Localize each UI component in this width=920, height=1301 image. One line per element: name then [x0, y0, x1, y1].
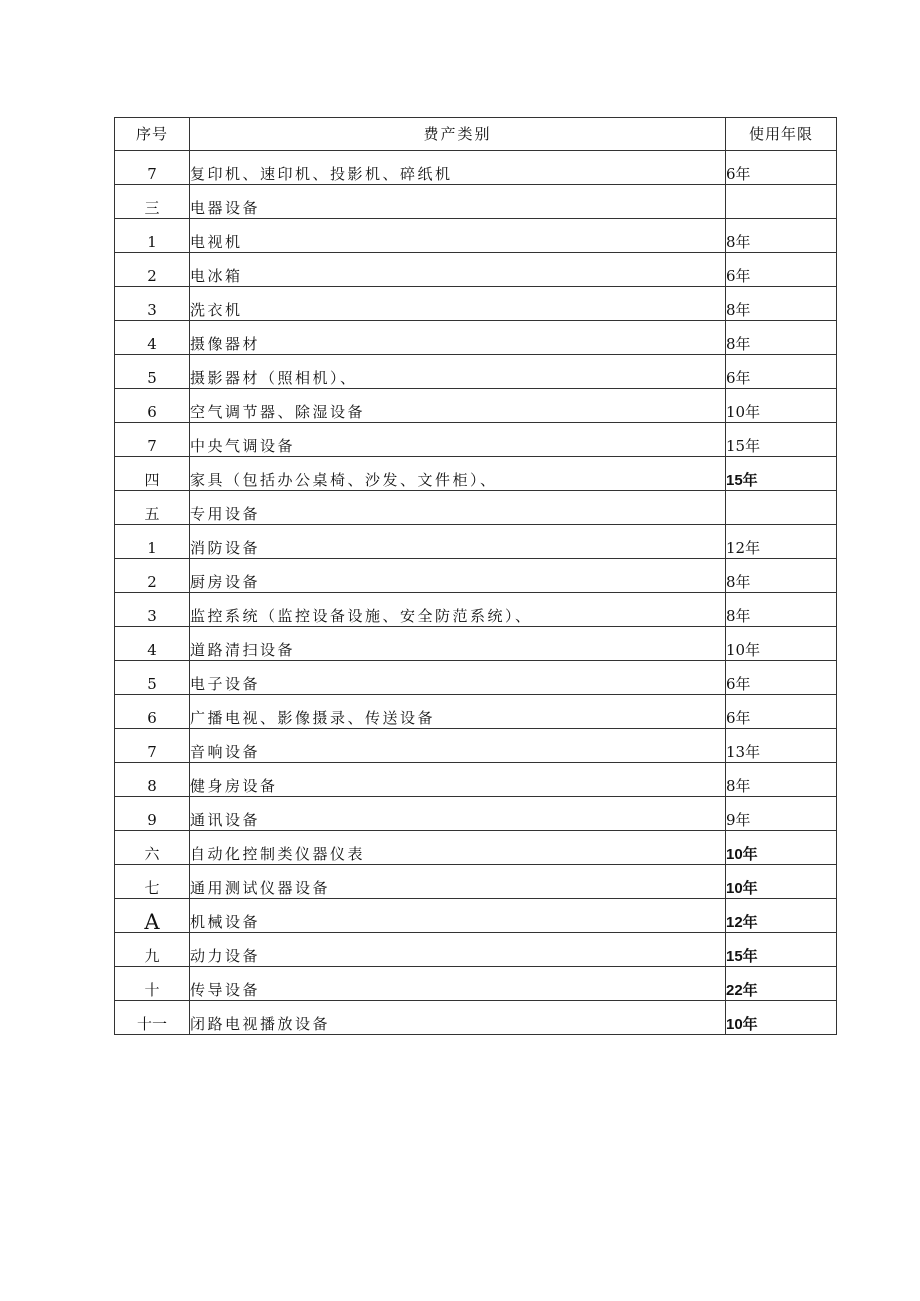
- table-row: [115, 899, 837, 933]
- table-row: [115, 151, 837, 185]
- row-category: 健身房设备: [190, 763, 726, 797]
- table-row: [115, 559, 837, 593]
- row-no: 四: [115, 457, 190, 491]
- row-life: 8年: [726, 559, 837, 593]
- table-row: [115, 457, 837, 491]
- row-category: 闭路电视播放设备: [190, 1001, 726, 1035]
- row-life: 10年: [726, 1001, 837, 1035]
- row-category: 电视机: [190, 219, 726, 253]
- row-category: 复印机、速印机、投影机、碎纸机: [190, 151, 726, 185]
- row-life: 12年: [726, 899, 837, 933]
- row-no: 7: [115, 423, 190, 457]
- row-category: 洗衣机: [190, 287, 726, 321]
- row-category: 电子设备: [190, 661, 726, 695]
- table-row: [115, 695, 837, 729]
- row-life: 9年: [726, 797, 837, 831]
- row-category: 摄像器材: [190, 321, 726, 355]
- table-row: [115, 933, 837, 967]
- asset-lifespan-table: [114, 117, 837, 1035]
- row-life: 8年: [726, 321, 837, 355]
- table-row: [115, 729, 837, 763]
- row-no: 2: [115, 559, 190, 593]
- row-no: 3: [115, 593, 190, 627]
- row-life: 10年: [726, 389, 837, 423]
- row-life: 15年: [726, 933, 837, 967]
- row-no: 六: [115, 831, 190, 865]
- header-no: 序号: [115, 118, 190, 151]
- row-life: 10年: [726, 865, 837, 899]
- row-life: 10年: [726, 831, 837, 865]
- row-category: 监控系统（监控设备设施、安全防范系统）、: [190, 593, 726, 627]
- row-category: 广播电视、影像摄录、传送设备: [190, 695, 726, 729]
- row-category: 动力设备: [190, 933, 726, 967]
- row-no: 6: [115, 695, 190, 729]
- table-row: [115, 423, 837, 457]
- table-row: [115, 287, 837, 321]
- row-life: 8年: [726, 287, 837, 321]
- row-life: 15年: [726, 457, 837, 491]
- row-life: 13年: [726, 729, 837, 763]
- row-category: 厨房设备: [190, 559, 726, 593]
- row-life: [726, 491, 837, 525]
- table-row: [115, 253, 837, 287]
- row-life: 8年: [726, 219, 837, 253]
- row-category: 电冰箱: [190, 253, 726, 287]
- row-life: 6年: [726, 661, 837, 695]
- row-category: 自动化控制类仪器仪表: [190, 831, 726, 865]
- table-row: [115, 627, 837, 661]
- table-row: [115, 967, 837, 1001]
- row-no: 3: [115, 287, 190, 321]
- row-category: 道路清扫设备: [190, 627, 726, 661]
- row-category: 专用设备: [190, 491, 726, 525]
- row-no: 1: [115, 219, 190, 253]
- table-row: [115, 491, 837, 525]
- table-row: [115, 185, 837, 219]
- row-category: 消防设备: [190, 525, 726, 559]
- row-category: 摄影器材（照相机）、: [190, 355, 726, 389]
- row-category: 传导设备: [190, 967, 726, 1001]
- table-row: [115, 831, 837, 865]
- row-no: 7: [115, 729, 190, 763]
- row-no: 十一: [115, 1001, 190, 1035]
- header-category: 费产类别: [190, 118, 726, 151]
- row-life: 10年: [726, 627, 837, 661]
- row-no: 五: [115, 491, 190, 525]
- row-category: 中央气调设备: [190, 423, 726, 457]
- table-row: [115, 865, 837, 899]
- row-no: 5: [115, 661, 190, 695]
- row-no: 十: [115, 967, 190, 1001]
- row-no: 8: [115, 763, 190, 797]
- row-no: 三: [115, 185, 190, 219]
- table-row: [115, 219, 837, 253]
- row-category: 通用测试仪器设备: [190, 865, 726, 899]
- table-row: [115, 661, 837, 695]
- table-row: [115, 763, 837, 797]
- row-life: 6年: [726, 695, 837, 729]
- row-category: 音响设备: [190, 729, 726, 763]
- row-life: 15年: [726, 423, 837, 457]
- row-life: 12年: [726, 525, 837, 559]
- row-no: 2: [115, 253, 190, 287]
- row-no: 7: [115, 151, 190, 185]
- row-no: 4: [115, 321, 190, 355]
- row-life: 22年: [726, 967, 837, 1001]
- row-no: 9: [115, 797, 190, 831]
- row-category: 机械设备: [190, 899, 726, 933]
- row-no: 5: [115, 355, 190, 389]
- row-no: 九: [115, 933, 190, 967]
- row-no: 七: [115, 865, 190, 899]
- row-no: 1: [115, 525, 190, 559]
- table-row: [115, 593, 837, 627]
- table-row: [115, 389, 837, 423]
- row-category: 通讯设备: [190, 797, 726, 831]
- table-row: [115, 525, 837, 559]
- row-no: 6: [115, 389, 190, 423]
- row-life: 6年: [726, 151, 837, 185]
- table-row: [115, 321, 837, 355]
- table-row: [115, 355, 837, 389]
- header-life: 使用年限: [726, 118, 837, 151]
- row-no: 4: [115, 627, 190, 661]
- row-life: 8年: [726, 763, 837, 797]
- row-life: 6年: [726, 355, 837, 389]
- row-category: 电器设备: [190, 185, 726, 219]
- table-row: [115, 797, 837, 831]
- row-no: A: [115, 899, 190, 933]
- row-life: [726, 185, 837, 219]
- row-life: 8年: [726, 593, 837, 627]
- row-life: 6年: [726, 253, 837, 287]
- row-category: 家具（包括办公桌椅、沙发、文件柜）、: [190, 457, 726, 491]
- row-category: 空气调节器、除湿设备: [190, 389, 726, 423]
- table-row: [115, 1001, 837, 1035]
- table-header-row: [115, 118, 837, 151]
